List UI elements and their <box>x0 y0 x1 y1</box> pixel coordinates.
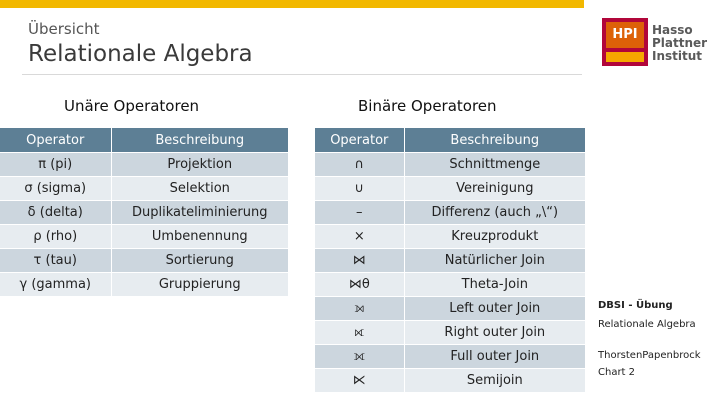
footer-author: ThorstenPapenbrock <box>598 350 701 361</box>
table-row <box>315 369 586 393</box>
table-row <box>0 201 289 225</box>
unary-operators-table <box>0 127 289 297</box>
operator-cell: π (pi) <box>0 153 111 177</box>
table-row <box>0 249 289 273</box>
table-row <box>315 249 586 273</box>
operator-cell: – <box>315 201 405 225</box>
table-row <box>315 321 586 345</box>
operator-cell: ⋈ <box>315 249 405 273</box>
operator-cell: σ (sigma) <box>0 177 111 201</box>
column-header: Beschreibung <box>404 128 585 153</box>
footer-topic: Relationale Algebra <box>598 319 696 330</box>
table-row <box>315 201 586 225</box>
table-row <box>315 273 586 297</box>
operator-cell: γ (gamma) <box>0 273 111 297</box>
operator-cell: ∪ <box>315 177 405 201</box>
description-cell: Gruppierung <box>111 273 289 297</box>
table-row <box>0 225 289 249</box>
column-header: Operator <box>0 128 111 153</box>
binary-heading: Binäre Operatoren <box>358 97 497 115</box>
description-cell: Vereinigung <box>404 177 585 201</box>
slide-subtitle: Übersicht <box>28 20 100 38</box>
description-cell: Selektion <box>111 177 289 201</box>
unary-heading: Unäre Operatoren <box>64 97 200 115</box>
operator-cell: ⟗ <box>315 345 405 369</box>
table-row <box>315 297 586 321</box>
operator-cell: τ (tau) <box>0 249 111 273</box>
operator-cell: ρ (rho) <box>0 225 111 249</box>
operator-cell: × <box>315 225 405 249</box>
table-row <box>315 225 586 249</box>
table-header-row <box>0 128 289 153</box>
footer-course: DBSI - Übung <box>598 300 673 311</box>
description-cell: Schnittmenge <box>404 153 585 177</box>
description-cell: Kreuzprodukt <box>404 225 585 249</box>
hpi-logo-mark <box>602 18 648 66</box>
description-cell: Semijoin <box>404 369 585 393</box>
hpi-logo-letters: HPI <box>606 22 644 48</box>
table-header-row <box>315 128 586 153</box>
table-row <box>315 177 586 201</box>
description-cell: Left outer Join <box>404 297 585 321</box>
hpi-logo-wordmark: Hasso Plattner Institut <box>652 23 708 63</box>
operator-cell: ⟕ <box>315 297 405 321</box>
description-cell: Theta-Join <box>404 273 585 297</box>
slide-title: Relationale Algebra <box>28 41 253 67</box>
column-header: Operator <box>315 128 405 153</box>
description-cell: Duplikateliminierung <box>111 201 289 225</box>
footer-chart-number: Chart 2 <box>598 367 636 378</box>
table-row <box>0 273 289 297</box>
column-header: Beschreibung <box>111 128 289 153</box>
table-row <box>0 177 289 201</box>
table-row <box>315 153 586 177</box>
binary-operators-table <box>314 127 586 393</box>
description-cell: Full outer Join <box>404 345 585 369</box>
description-cell: Differenz (auch „\“) <box>404 201 585 225</box>
operator-cell: ⋈θ <box>315 273 405 297</box>
operator-cell: ⋉ <box>315 369 405 393</box>
description-cell: Umbenennung <box>111 225 289 249</box>
operator-cell: ∩ <box>315 153 405 177</box>
table-row <box>0 153 289 177</box>
operator-cell: ⟖ <box>315 321 405 345</box>
table-row <box>315 345 586 369</box>
operator-cell: δ (delta) <box>0 201 111 225</box>
title-divider <box>22 74 582 75</box>
description-cell: Right outer Join <box>404 321 585 345</box>
top-accent-bar <box>0 0 584 8</box>
description-cell: Sortierung <box>111 249 289 273</box>
description-cell: Projektion <box>111 153 289 177</box>
hpi-logo <box>602 18 714 68</box>
description-cell: Natürlicher Join <box>404 249 585 273</box>
